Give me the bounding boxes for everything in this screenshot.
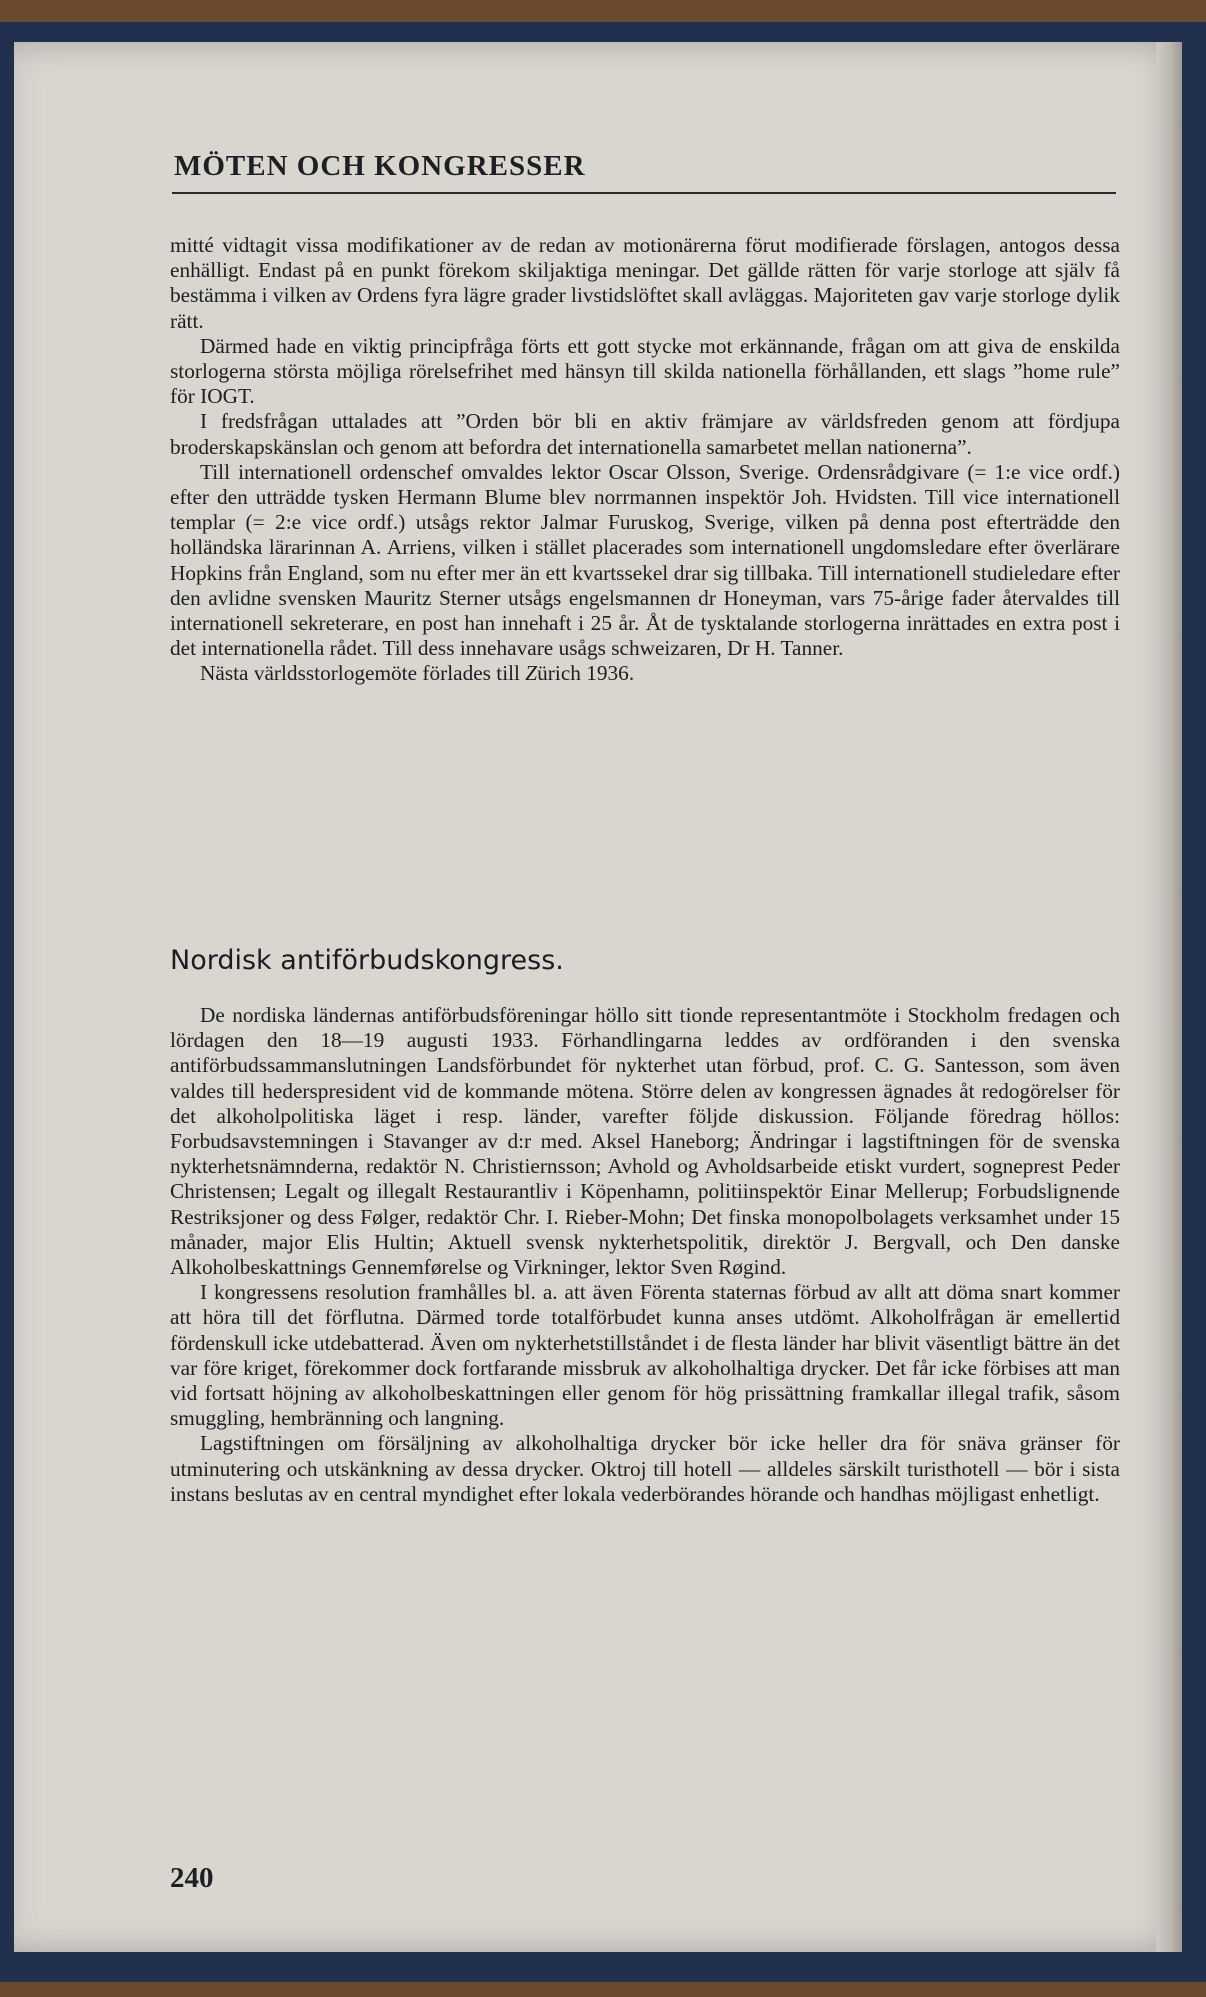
paragraph: Lagstiftningen om försäljning av alkoholhaltiga drycker bör icke heller dra för snäva gränser för utminutering och utskänkning av dessa drycker. Oktroj till hotell — alldeles särskilt turisthotell — bör i sista instans beslutas av en central myndighet efter lokala vederbörandes hörande och handhas möjligast enhetligt. [170, 1431, 1120, 1506]
section-heading: Nordisk antiförbudskongress. [170, 945, 564, 976]
paragraph: I kongressens resolution framhålles bl. a. att även Förenta staternas förbud av allt att döma snart kommer att höra till det förflutna. Därmed torde totalförbudet kunna anses utdömt. Alkoholfrågan är emellertid fördenskull icke utdebatterad. Även om nykterhetstillståndet i de flesta länder har blivit väsentligt bättre än det var före kriget, förekommer dock fortfarande missbruk av alkoholhaltiga drycker. Det får icke förbises att man vid fortsatt höjning av alkoholbeskattningen eller genom för hög prissättning framkallar illegal trafik, såsom smuggling, hembränning och langning. [170, 1280, 1120, 1431]
italic-span: Z [525, 661, 538, 686]
header-rule [172, 192, 1116, 194]
text-span: Nästa världsstorlogemöte förlades till [200, 661, 526, 686]
section1-text [170, 233, 1120, 687]
paragraph: mitté vidtagit vissa modifikationer av de redan av motionärerna förut modifierade förslagen, antogos dessa enhälligt. Endast på en punkt förekom skiljaktiga meningar. Det gällde rätten för varje storloge att själv få bestämma i vilken av Ordens fyra lägre grader livstidslöftet skall avläggas. Majoriteten gav varje storloge dylik rätt. [170, 233, 1120, 333]
section2-text [170, 1003, 1120, 1507]
running-head: MÖTEN OCH KONGRESSER [174, 150, 586, 182]
text-span: ürich 1936. [537, 661, 635, 686]
paragraph-last [170, 661, 1120, 686]
paragraph: I fredsfrågan uttalades att ”Orden bör bli en aktiv främjare av världsfreden genom att fördjupa broderskapskänslan och genom att befordra det internationella samarbetet mellan nationerna”. [170, 409, 1120, 459]
paragraph: De nordiska ländernas antiförbudsföreningar höllo sitt tionde representantmöte i Stockholm fredagen och lördagen den 18—19 augusti 1933. Förhandlingarna leddes av ordföranden i den svenska antiförbudssammanslutningen Landsförbundet för nykterhet utan förbud, prof. C. G. Santesson, som även valdes till hederspresident vid de kommande mötena. Större delen av kongressen ägnades åt redogörelser för det alkoholpolitiska läget i resp. länder, varefter följde diskussion. Följande föredrag höllos: Forbudsavstemningen i Stavanger av d:r med. Aksel Haneborg; Ändringar i lagstiftningen för de svenska nykterhetsnämnderna, redaktör N. Christiernsson; Avhold og Avholdsarbeide etiskt vurdert, sogneprest Peder Christensen; Legalt og illegalt Restaurantliv i Köpenhamn, politiinspektör Einar Mellerup; Forbudslignende Restriksjoner og dess Følger, redaktör Chr. I. Rieber-Mohn; Det finska monopolbolagets verksamhet under 15 månader, major Elis Hultin; Aktuell svensk nykterhetspolitik, direktör J. Bergvall, och Den danske Alkoholbeskattnings Gennemførelse og Virkninger, lektor Sven Røgind. [170, 1003, 1120, 1280]
paragraph: Därmed hade en viktig principfråga förts ett gott stycke mot erkännande, frågan om att giva de enskilda storlogerna största möjliga rörelsefrihet med hänsyn till skilda nationella förhållanden, ett slags ”home rule” för IOGT. [170, 333, 1120, 409]
page-number: 240 [170, 1862, 214, 1894]
paragraph: Till internationell ordenschef omvaldes lektor Oscar Olsson, Sverige. Ordensrådgivare (= 1:e vice ordf.) efter den utträdde tysken Hermann Blume blev norrmannen inspektör Joh. Hvidsten. Till vice internationell templar (= 2:e vice ordf.) utsågs rektor Jalmar Furuskog, Sverige, vilken på denna post efterträdde den holländska lärarinnan A. Arriens, vilken i stället placerades som internationell ungdomsledare efter överlärare Hopkins från England, som nu efter mer än ett kvartssekel drar sig tillbaka. Till internationell studieledare efter den avlidne svensken Mauritz Sterner utsågs engelsmannen dr Honeyman, vars 75-årige fader återvaldes till internationell sekreterare, en post han innehaft i 25 år. Åt de tysktalande storlogerna inrättades en extra post i det internationella rådet. Till dess innehavare usågs schweizaren, Dr H. Tanner. [170, 459, 1120, 661]
page-edge [1156, 42, 1182, 1952]
